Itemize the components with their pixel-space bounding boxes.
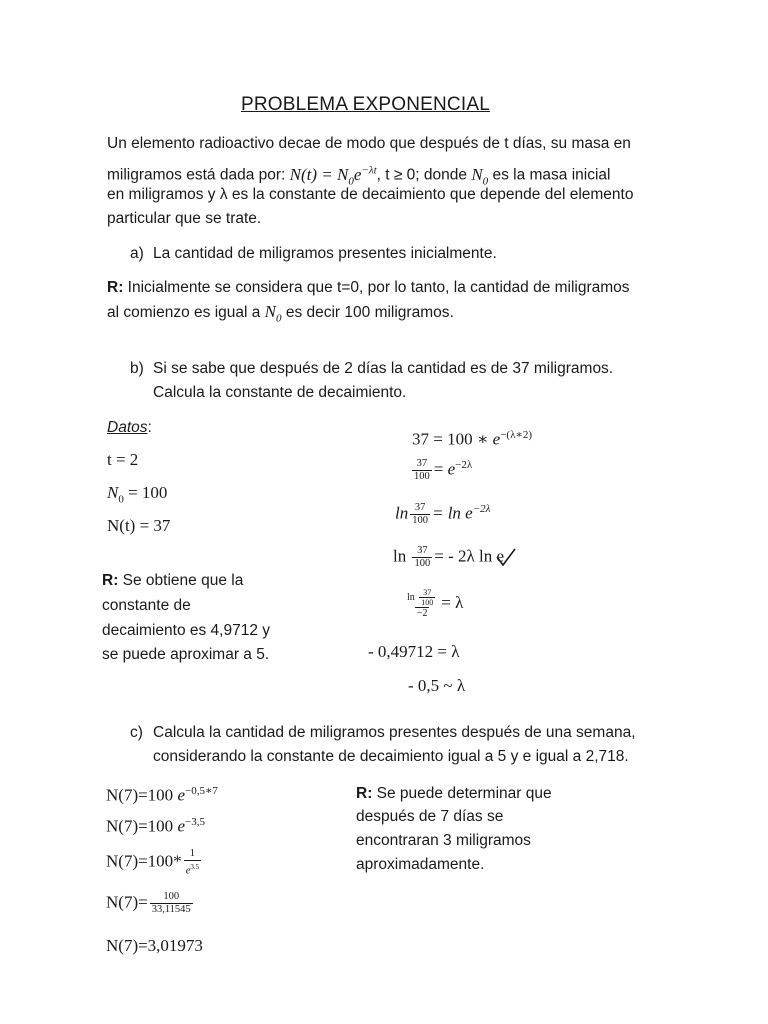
part-a-marker: a) — [130, 245, 144, 262]
calc-e: e — [177, 785, 185, 805]
part-b-answer-line-2: constante de — [102, 597, 191, 614]
eq-text: 37 = 100 ∗ — [412, 429, 493, 449]
part-c-answer-line-4: aproximadamente. — [356, 856, 485, 873]
calc-line-4 — [106, 891, 195, 916]
calc-exp: −3,5 — [184, 816, 205, 828]
eq-exp: −(λ∗2) — [500, 429, 533, 441]
intro-line-2-mid: , t ≥ 0; donde — [376, 166, 472, 184]
intro-line-2-end: es la masa inicial — [488, 166, 611, 184]
part-c-marker: c) — [130, 724, 143, 741]
part-c-answer-line-1 — [356, 782, 552, 806]
part-a-question: La cantidad de miligramos presentes inicialmente. — [153, 245, 497, 262]
answer-label: R: — [102, 572, 119, 589]
equation-3 — [395, 502, 490, 527]
dato-nt: N(t) = 37 — [107, 516, 171, 535]
eq-text: = ln e — [431, 503, 473, 523]
fraction-num: 37 — [416, 458, 428, 469]
eq-e: e — [492, 429, 501, 449]
equation-6: - 0,49712 = λ — [368, 642, 460, 661]
eq-exp: −2λ — [472, 502, 491, 515]
answer-text: Inicialmente se considera que t=0, por lo tanto, la cantidad de miligramos — [123, 279, 630, 296]
eq-text: = λ — [441, 592, 464, 612]
n0-value: = 100 — [123, 483, 168, 502]
equation-7: - 0,5 ~ λ — [408, 676, 466, 695]
fraction-num: 100 — [163, 891, 180, 902]
datos-colon: : — [147, 419, 152, 436]
answer-text: al comienzo es igual a — [107, 304, 265, 321]
intro-line-4: particular que se trate. — [107, 210, 262, 227]
part-c-answer-line-3: encontraran 3 miligramos — [356, 832, 531, 849]
dato-n0 — [107, 483, 167, 505]
answer-label: R: — [107, 279, 124, 296]
den-exp: 3.5 — [190, 863, 200, 871]
part-b-question-line-2: Calcula la constante de decaimiento. — [153, 384, 407, 401]
inner-fraction — [419, 588, 435, 607]
calc-line-3 — [106, 848, 203, 878]
calc-exp: −0,5∗7 — [184, 785, 218, 797]
fraction-num: 37 — [417, 545, 428, 556]
fraction — [184, 848, 201, 878]
formula-exp: −λt — [361, 164, 377, 176]
part-b-marker: b) — [130, 360, 144, 377]
equation-5 — [403, 588, 463, 620]
part-b-question-line-1: Si se sabe que después de 2 días la cantidad es de 37 miligramos. — [153, 360, 614, 377]
fraction-num: 37 — [414, 502, 426, 513]
fraction-den: 100 — [412, 515, 428, 526]
calc-text: N(7)= — [106, 892, 148, 912]
fraction — [412, 458, 432, 483]
intro-line-1: Un elemento radioactivo decae de modo que después de t días, su masa en — [107, 135, 631, 152]
part-b-answer-line-1 — [102, 569, 243, 593]
equation-4 — [393, 545, 504, 570]
calc-e: e — [177, 816, 185, 836]
calc-line-5: N(7)=3,01973 — [106, 936, 203, 955]
n0-sub: 0 — [118, 493, 124, 506]
calc-text: N(7)=100 — [106, 785, 178, 805]
n0-letter: N — [471, 164, 483, 184]
decay-formula — [289, 164, 377, 188]
eq-text: = - 2λ ln e — [434, 546, 504, 566]
fraction-num: 1 — [189, 848, 196, 859]
fraction-den: 100 — [421, 598, 434, 607]
n0-sub: 0 — [482, 175, 489, 188]
fraction-den: 33,11545 — [151, 904, 191, 915]
calc-line-2 — [106, 816, 205, 837]
part-c-question-line-1: Calcula la cantidad de miligramos presentes después de una semana, — [153, 724, 636, 741]
dato-t: t = 2 — [107, 450, 139, 469]
formula-e: e — [353, 164, 362, 184]
eq-text: = — [433, 459, 448, 479]
fraction — [150, 891, 193, 916]
eq-ln: ln — [395, 503, 409, 523]
fraction — [412, 545, 432, 570]
equation-2 — [410, 458, 472, 483]
n0-sub: 0 — [276, 312, 282, 325]
intro-line-2-text: miligramos está dada por: — [107, 166, 290, 184]
formula-sub: 0 — [348, 175, 354, 188]
calc-text: N(7)=100* — [106, 851, 182, 871]
answer-text: es decir 100 miligramos. — [281, 304, 454, 321]
calc-text: N(7)=100 — [106, 816, 178, 836]
fraction-den — [184, 860, 201, 878]
part-c-question-line-2: considerando la constante de decaimiento igual a 5 y e igual a 2,718. — [153, 748, 629, 765]
fraction-den: 100 — [414, 558, 431, 569]
cancel-mark-icon — [495, 547, 517, 569]
outer-fraction — [405, 588, 439, 620]
datos-heading — [107, 416, 152, 440]
n0-letter: N — [264, 302, 277, 321]
eq-ln: ln — [393, 546, 407, 566]
fraction — [410, 502, 430, 527]
datos-label: Datos — [107, 419, 148, 436]
n0-symbol — [471, 164, 489, 188]
n0-symbol — [264, 302, 282, 325]
part-c-answer-line-2: después de 7 días se — [356, 808, 504, 825]
page-title: PROBLEMA EXPONENCIAL — [241, 94, 490, 115]
outer-num — [405, 588, 439, 607]
part-a-answer-line-2 — [107, 300, 454, 330]
formula-lhs: N(t) = N — [289, 164, 349, 184]
intro-line-3: en miligramos y λ es la constante de decaimiento que depende del elemento — [107, 186, 634, 203]
answer-text: Se puede determinar que — [372, 785, 552, 802]
outer-den: −2 — [416, 608, 428, 619]
answer-label: R: — [356, 785, 373, 802]
part-b-answer-line-4: se puede aproximar a 5. — [102, 646, 270, 663]
eq-e: e — [447, 459, 456, 479]
eq-ln: ln — [407, 591, 415, 603]
n0-letter: N — [107, 483, 119, 502]
fraction-num: 37 — [423, 588, 432, 597]
eq-exp: −2λ — [455, 458, 473, 471]
part-a-answer-line-1 — [107, 276, 630, 300]
equation-1 — [412, 428, 532, 450]
den-e: e — [185, 865, 191, 877]
fraction-den: 100 — [414, 471, 430, 482]
calc-line-1 — [106, 784, 218, 806]
part-b-answer-line-3: decaimiento es 4,9712 y — [102, 622, 271, 639]
answer-text: Se obtiene que la — [122, 572, 244, 589]
